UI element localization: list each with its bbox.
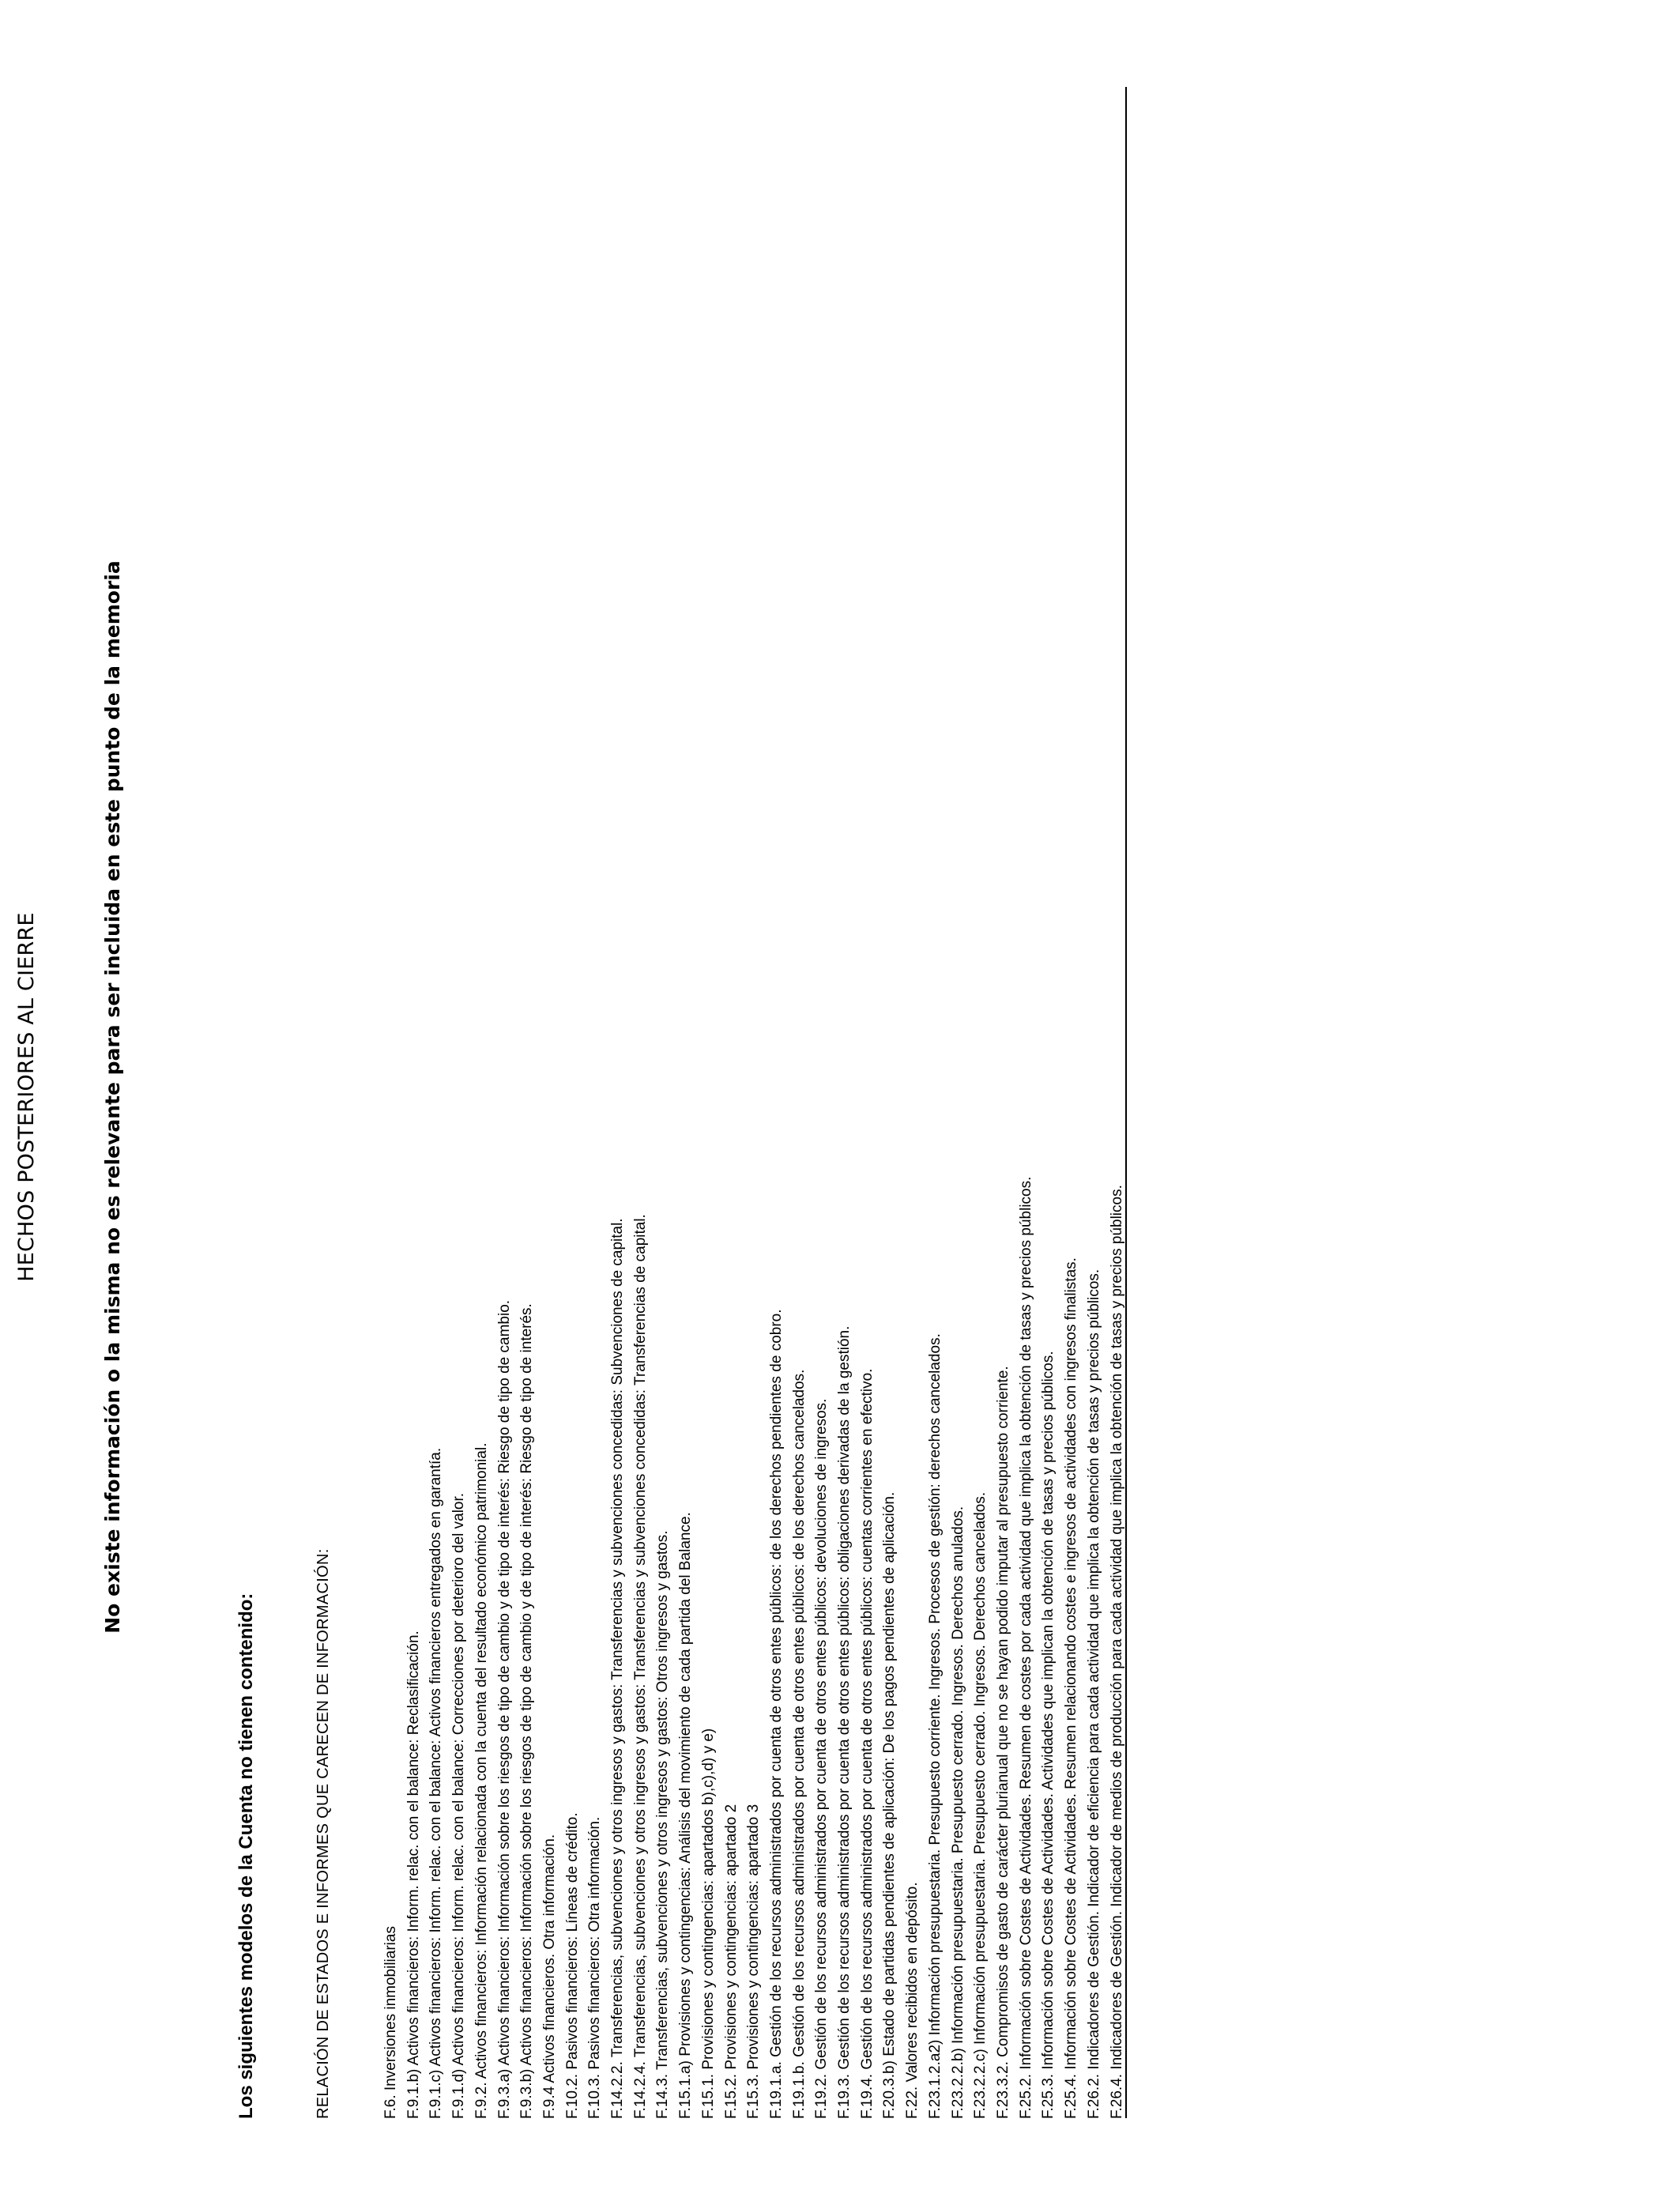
list-item: F.25.2. Información sobre Costes de Actividades. Resumen de costes por cada actividad que implica la obtención de tasas y precios públicos. [1017, 1176, 1034, 2119]
relacion-heading: RELACIÓN DE ESTADOS E INFORMES QUE CARECEN DE INFORMACIÓN: [315, 1548, 332, 2119]
list-item: F.9.1.d) Activos financieros: Inform. relac. con el balance: Correcciones por deterioro del valor. [450, 1492, 468, 2119]
list-item: F.23.2.2.b) Información presupuestaria. Presupuesto cerrado. Ingresos. Derechos anulados. [949, 1506, 966, 2119]
list-item: F.15.1.a) Provisiones y contingencias: Análisis del movimiento de cada partida del Balance. [677, 1512, 695, 2119]
models-heading: Los siguientes modelos de la Cuenta no tienen contenido: [235, 1593, 257, 2119]
page-title: HECHOS POSTERIORES AL CIERRE [14, 912, 39, 1282]
list-item: F.26.4. Indicadores de Gestión. Indicador de medios de producción para cada actividad que implica la obtención de tasas y precios públicos. [1108, 1185, 1125, 2119]
list-item: F.10.2. Pasivos financieros: Líneas de crédito. [563, 1812, 581, 2119]
list-item: F.19.3. Gestión de los recursos administrados por cuenta de otros entes públicos: obligaciones derivadas de la gestión. [836, 1325, 853, 2119]
list-item: F.20.3.b) Estado de partidas pendientes de aplicación: De los pagos pendientes de aplicación. [881, 1491, 898, 2119]
list-item: F.6. Inversiones inmobiliarias [382, 1926, 399, 2119]
list-item: F.9.2. Activos financieros: Información relacionada con la cuenta del resultado económico patrimonial. [473, 1442, 490, 2119]
list-item: F.22. Valores recibidos en depósito. [904, 1882, 921, 2119]
list-item: F.14.2.4. Transferencias, subvenciones y otros ingresos y gastos: Transferencias y subvenciones concedidas: Transferencias de capital. [631, 1214, 649, 2119]
list-item: F.9.1.b) Activos financieros: Inform. relac. con el balance: Reclasificación. [405, 1630, 422, 2119]
list-item: F.19.2. Gestión de los recursos administrados por cuenta de otros entes públicos: devoluciones de ingresos. [813, 1398, 831, 2119]
list-item: F.14.2.2. Transferencias, subvenciones y otros ingresos y gastos: Transferencias y subvenciones concedidas: Subvenciones de capital. [609, 1218, 627, 2119]
list-item: F.19.1.b. Gestión de los recursos administrados por cuenta de otros entes públicos: de los derechos cancelados. [790, 1369, 808, 2119]
list-item: F.15.3. Provisiones y contingencias: apartado 3 [745, 1804, 763, 2119]
list-item: F.10.3. Pasivos financieros: Otra información. [586, 1816, 604, 2119]
list-item: F.19.1.a. Gestión de los recursos administrados por cuenta de otros entes públicos: de los derechos pendientes de cobro. [767, 1309, 785, 2119]
list-item: F.19.4. Gestión de los recursos administrados por cuenta de otros entes públicos: cuentas corrientes en efectivo. [858, 1368, 876, 2119]
list-item: F.23.2.2.c) Información presupuestaria. Presupuesto cerrado. Ingresos. Derechos cancelados. [972, 1491, 989, 2119]
horizontal-rule-bottom-left [186, 2126, 188, 2128]
list-item: F.14.3. Transferencias, subvenciones y otros ingresos y gastos: Otros ingresos y gastos. [654, 1530, 672, 2119]
list-item: F.25.4. Información sobre Costes de Actividades. Resumen relacionando costes e ingresos de actividades con ingresos finalistas. [1063, 1257, 1080, 2119]
list-item: F.23.1.2.a2) Información presupuestaria. Presupuesto corriente. Ingresos. Procesos de gestión: derechos cancelados. [926, 1333, 944, 2119]
list-item: F.15.2. Provisiones y contingencias: apartado 2 [722, 1804, 740, 2119]
list-item: F.9.1.c) Activos financieros: Inform. relac. con el balance: Activos financieros entregados en garantía. [428, 1447, 445, 2119]
list-item: F.9.3.a) Activos financieros: Información sobre los riesgos de tipo de cambio y de tipo de interés: Riesgo de tipo de cambio. [495, 1299, 513, 2119]
list-item: F.23.3.2. Compromisos de gasto de carácter plurianual que no se hayan podido imputar al presupuesto corriente. [994, 1366, 1011, 2119]
subtitle-notice: No existe información o la misma no es relevante para ser incluida en este punto de la memoria [101, 560, 124, 1634]
empty-models-list [380, 1177, 1128, 2119]
list-item: F.25.3. Información sobre Costes de Actividades. Actividades que implican la obtención de tasas y precios públicos. [1040, 1351, 1057, 2119]
list-item: F.9.3.b) Activos financieros: Información sobre los riesgos de tipo de cambio y de tipo de interés: Riesgo de tipo de interés. [518, 1303, 536, 2119]
list-item: F.9.4 Activos financieros. Otra información. [541, 1834, 558, 2119]
list-item: F.15.1. Provisiones y contingencias: apartados b),c),d) y e) [699, 1728, 717, 2119]
list-item: F.26.2. Indicadores de Gestión. Indicador de eficiencia para cada actividad que implica la obtención de tasas y precios públicos. [1085, 1269, 1102, 2119]
